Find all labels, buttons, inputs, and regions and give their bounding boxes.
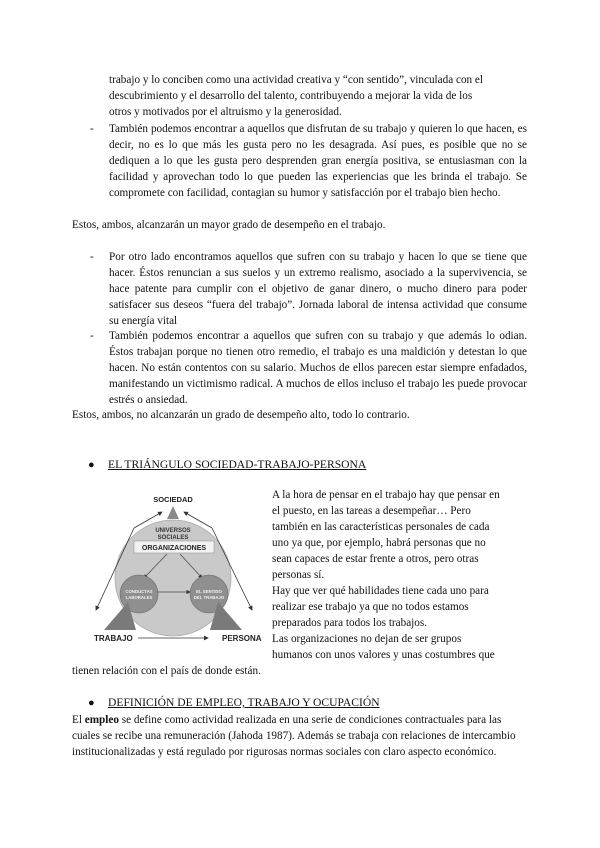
- section-heading: DEFINICIÓN DE EMPLEO, TRABAJO Y OCUPACIÓN: [108, 696, 380, 709]
- section-heading-row: [88, 695, 380, 711]
- section-heading-row: [88, 457, 366, 473]
- definition-paragraph: [72, 712, 528, 760]
- paragraph-line: trabajo y lo conciben como una actividad creativa y “con sentido”, vinculada con el: [109, 74, 484, 86]
- organizaciones-label: ORGANIZACIONES: [141, 545, 207, 552]
- sociales-label: SOCIALES: [157, 535, 189, 541]
- sociedad-label: SOCIEDAD: [153, 495, 193, 504]
- paragraph-line: Hay que ver qué habilidades tiene cada uno para: [272, 585, 489, 597]
- paragraph-line: tienen relación con el país de donde están.: [72, 665, 261, 677]
- definition-bold-term: empleo: [84, 714, 119, 726]
- paragraph-line: también en las características personales de cada: [272, 521, 490, 533]
- paragraph-line: otros y motivados por el altruismo y la generosidad.: [109, 106, 342, 118]
- list-dash: -: [90, 251, 94, 263]
- list-item: También podemos encontrar a aquellos que disfrutan de su trabajo y quieren lo que hacen, es decir, no es lo que más les gusta pero no les desagrada. Así pues, es posible que no se dediquen a lo que les gusta pero desprenden gran energía positiva, se entusiasman con la facilidad y aprovechan todo lo que pueden las experiencias que les brinda el trabajo. Se compromete con facilidad, contagian su humor y satisfacción por el trabajo bien hecho.: [109, 123, 527, 199]
- paragraph-line: A la hora de pensar en el trabajo hay que pensar en: [272, 489, 500, 501]
- bullet-icon: ●: [88, 459, 95, 471]
- bullet-icon: ●: [88, 697, 95, 709]
- paragraph-line: descubrimiento y el desarrollo del talento, contribuyendo a mejorar la vida de los: [109, 90, 473, 102]
- paragraph-line: realizar ese trabajo ya que no todos estamos: [272, 601, 469, 613]
- list-item: Por otro lado encontramos aquellos que sufren con su trabajo y hacen lo que se tiene que hacer. Éstos renuncian a sus suelos y un extremo realismo, asociado a la supervivencia, se hace patente para cumplir con el objetivo de ganar dinero, o mucho dinero para poder satisfacer sus deseos “fuera del trabajo”. Jornada laboral de intensa actividad que consume su energía vital: [109, 251, 527, 327]
- top-triangle: [167, 506, 179, 519]
- triangle-diagram: [92, 486, 268, 646]
- section-heading: EL TRIÁNGULO SOCIEDAD-TRABAJO-PERSONA: [108, 458, 367, 471]
- persona-label: PERSONA: [222, 634, 262, 643]
- summary-paragraph: Estos, ambos, no alcanzarán un grado de desempeño alto, todo lo contrario.: [72, 409, 410, 421]
- list-dash: -: [90, 123, 94, 135]
- summary-paragraph: Estos, ambos, alcanzarán un mayor grado de desempeño en el trabajo.: [72, 219, 386, 231]
- paragraph-line: humanos con unos valores y unas costumbres que: [272, 649, 495, 661]
- definition-text: se define como actividad realizada en una serie de condiciones contractuales para las cuales se recibe una remuneración (Jahoda 1987). Además se trabaja con relaciones de intercambio institucionalizadas y está regulado por rigurosas normas sociales con claro aspecto económico.: [72, 714, 516, 758]
- list-dash: -: [90, 330, 94, 342]
- paragraph-line: preparados para todos los trabajos.: [272, 617, 428, 629]
- definition-pre: El: [72, 714, 85, 726]
- universos-label: UNIVERSOS: [155, 528, 191, 534]
- conductas-label: CONDUCTAS: [125, 589, 153, 594]
- list-item: También podemos encontrar a aquellos que sufren con su trabajo y que además lo odian. Éstos trabajan porque no tienen otro remedio, el trabajo es una maldición y detestan lo que hacen. No están contentos con su salario. Muchos de ellos parecen estar siempre enfadados, manifestando un victimismo radical. A muchos de ellos incluso el trabajo les puede provocar estrés o ansiedad.: [109, 330, 527, 406]
- paragraph-line: Las organizaciones no dejan de ser grupos: [272, 633, 462, 645]
- laborales-label: LABORALES: [125, 595, 153, 600]
- paragraph-line: uno ya que, por ejemplo, habrá personas que no: [272, 537, 486, 549]
- paragraph-line: sean capaces de estar frente a otros, pero otras: [272, 553, 479, 565]
- el-sentido-label: EL SENTIDO: [196, 589, 222, 594]
- paragraph-line: personas sí.: [272, 569, 325, 581]
- del-trabajo-label: DEL TRABAJO: [193, 595, 225, 600]
- paragraph-line: el puesto, en las tareas a desempeñar… Pero: [272, 505, 471, 517]
- trabajo-label: TRABAJO: [94, 634, 133, 643]
